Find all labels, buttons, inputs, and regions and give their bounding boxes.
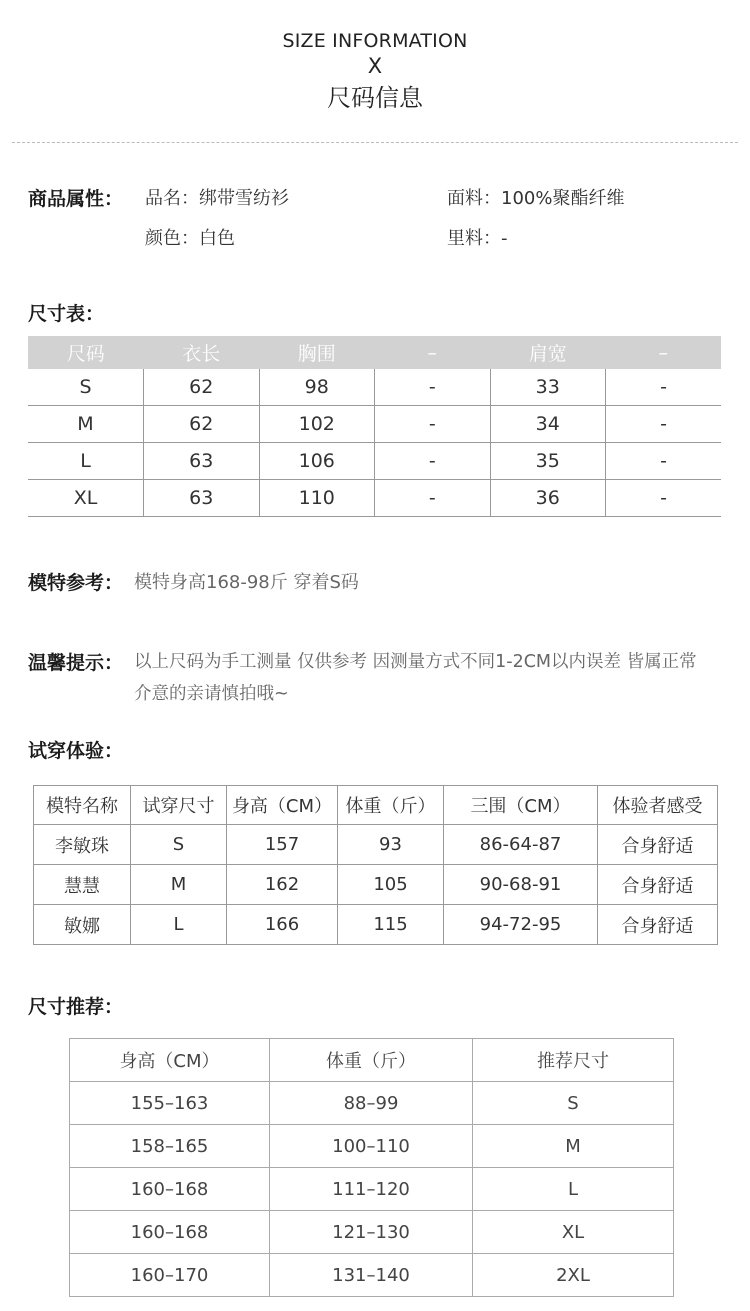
column-header: 体重（斤） — [270, 1039, 473, 1082]
product-fabric: 面料：100%聚酯纤维 — [447, 188, 625, 209]
table-cell: 33 — [490, 369, 606, 406]
table-row — [34, 865, 718, 905]
table-cell: 121–130 — [270, 1211, 473, 1254]
table-cell: - — [375, 480, 491, 517]
table-cell: XL — [28, 480, 144, 517]
column-header: 模特名称 — [34, 786, 131, 825]
table-cell: - — [606, 369, 722, 406]
tryon-label: 试穿体验： — [28, 740, 124, 762]
table-cell: - — [375, 406, 491, 443]
table-cell: 93 — [338, 825, 444, 865]
column-header: 推荐尺寸 — [473, 1039, 674, 1082]
table-cell: 35 — [490, 443, 606, 480]
table-cell: 157 — [227, 825, 338, 865]
table-cell: 111–120 — [270, 1168, 473, 1211]
table-cell: - — [606, 480, 722, 517]
table-cell: 36 — [490, 480, 606, 517]
table-cell: 131–140 — [270, 1254, 473, 1297]
table-cell: 2XL — [473, 1254, 674, 1297]
tips-line-1: 以上尺码为手工测量 仅供参考 因测量方式不同1-2CM以内误差 皆属正常 — [134, 652, 697, 672]
table-cell: 慧慧 — [34, 865, 131, 905]
table-cell: L — [473, 1168, 674, 1211]
table-cell: 62 — [144, 369, 260, 406]
table-cell: 160–168 — [70, 1211, 270, 1254]
model-ref-label: 模特参考： — [28, 572, 124, 594]
table-cell: 100–110 — [270, 1125, 473, 1168]
table-cell: 90-68-91 — [444, 865, 598, 905]
table-cell: M — [473, 1125, 674, 1168]
table-row — [70, 1254, 674, 1297]
table-cell: 115 — [338, 905, 444, 945]
table-cell: 155–163 — [70, 1082, 270, 1125]
table-cell: 62 — [144, 406, 260, 443]
table-cell: 160–170 — [70, 1254, 270, 1297]
column-header: 身高（CM） — [70, 1039, 270, 1082]
table-cell: 86-64-87 — [444, 825, 598, 865]
table-cell: 102 — [259, 406, 375, 443]
table-row — [70, 1168, 674, 1211]
table-cell: S — [131, 825, 227, 865]
table-cell: - — [606, 406, 722, 443]
table-cell: 敏娜 — [34, 905, 131, 945]
table-cell: 88–99 — [270, 1082, 473, 1125]
column-header: 尺码 — [28, 336, 144, 369]
column-header: 试穿尺寸 — [131, 786, 227, 825]
table-cell: S — [473, 1082, 674, 1125]
column-header: 体验者感受 — [598, 786, 718, 825]
table-row — [28, 369, 721, 406]
table-cell: 98 — [259, 369, 375, 406]
column-header: 体重（斤） — [338, 786, 444, 825]
table-cell: XL — [473, 1211, 674, 1254]
table-cell: 94-72-95 — [444, 905, 598, 945]
table-cell: 34 — [490, 406, 606, 443]
table-row — [34, 825, 718, 865]
table-row — [70, 1211, 674, 1254]
table-cell: 162 — [227, 865, 338, 905]
product-color: 颜色：白色 — [145, 228, 235, 249]
size-chart-label: 尺寸表： — [28, 303, 105, 325]
table-cell: L — [28, 443, 144, 480]
column-header: 身高（CM） — [227, 786, 338, 825]
tryon-table — [33, 785, 717, 945]
table-cell: 63 — [144, 443, 260, 480]
attributes-label: 商品属性： — [28, 188, 124, 210]
product-lining: 里料：- — [447, 228, 508, 249]
table-cell: M — [131, 865, 227, 905]
column-header: 肩宽 — [490, 336, 606, 369]
header-english-title: SIZE INFORMATION — [282, 30, 468, 52]
table-cell: 63 — [144, 480, 260, 517]
table-cell: S — [28, 369, 144, 406]
table-row — [70, 1082, 674, 1125]
table-cell: - — [606, 443, 722, 480]
table-cell: 166 — [227, 905, 338, 945]
table-row — [28, 480, 721, 517]
table-cell: 110 — [259, 480, 375, 517]
model-ref-text: 模特身高168-98斤 穿着S码 — [134, 572, 359, 593]
table-cell: M — [28, 406, 144, 443]
column-header: 胸围 — [259, 336, 375, 369]
table-cell: 106 — [259, 443, 375, 480]
table-cell: 160–168 — [70, 1168, 270, 1211]
table-cell: - — [375, 443, 491, 480]
table-row — [28, 443, 721, 480]
table-row — [34, 905, 718, 945]
table-cell: 合身舒适 — [598, 905, 718, 945]
table-row — [70, 1125, 674, 1168]
tips-label: 温馨提示： — [28, 652, 124, 674]
table-cell: 158–165 — [70, 1125, 270, 1168]
table-row — [28, 406, 721, 443]
recommend-table — [69, 1038, 673, 1297]
column-header: – — [606, 336, 722, 369]
table-cell: 合身舒适 — [598, 865, 718, 905]
header-x-mark: X — [367, 54, 383, 78]
tips-line-2: 介意的亲请慎拍哦~ — [134, 684, 289, 704]
table-cell: L — [131, 905, 227, 945]
size-chart-table — [28, 336, 721, 517]
table-cell: 合身舒适 — [598, 825, 718, 865]
table-cell: 李敏珠 — [34, 825, 131, 865]
table-cell: 105 — [338, 865, 444, 905]
column-header: – — [375, 336, 491, 369]
column-header: 三围（CM） — [444, 786, 598, 825]
table-cell: - — [375, 369, 491, 406]
dashed-divider — [12, 142, 738, 143]
column-header: 衣长 — [144, 336, 260, 369]
page-title: 尺码信息 — [327, 84, 423, 112]
product-name: 品名：绑带雪纺衫 — [145, 188, 289, 209]
recommend-label: 尺寸推荐： — [28, 996, 124, 1018]
